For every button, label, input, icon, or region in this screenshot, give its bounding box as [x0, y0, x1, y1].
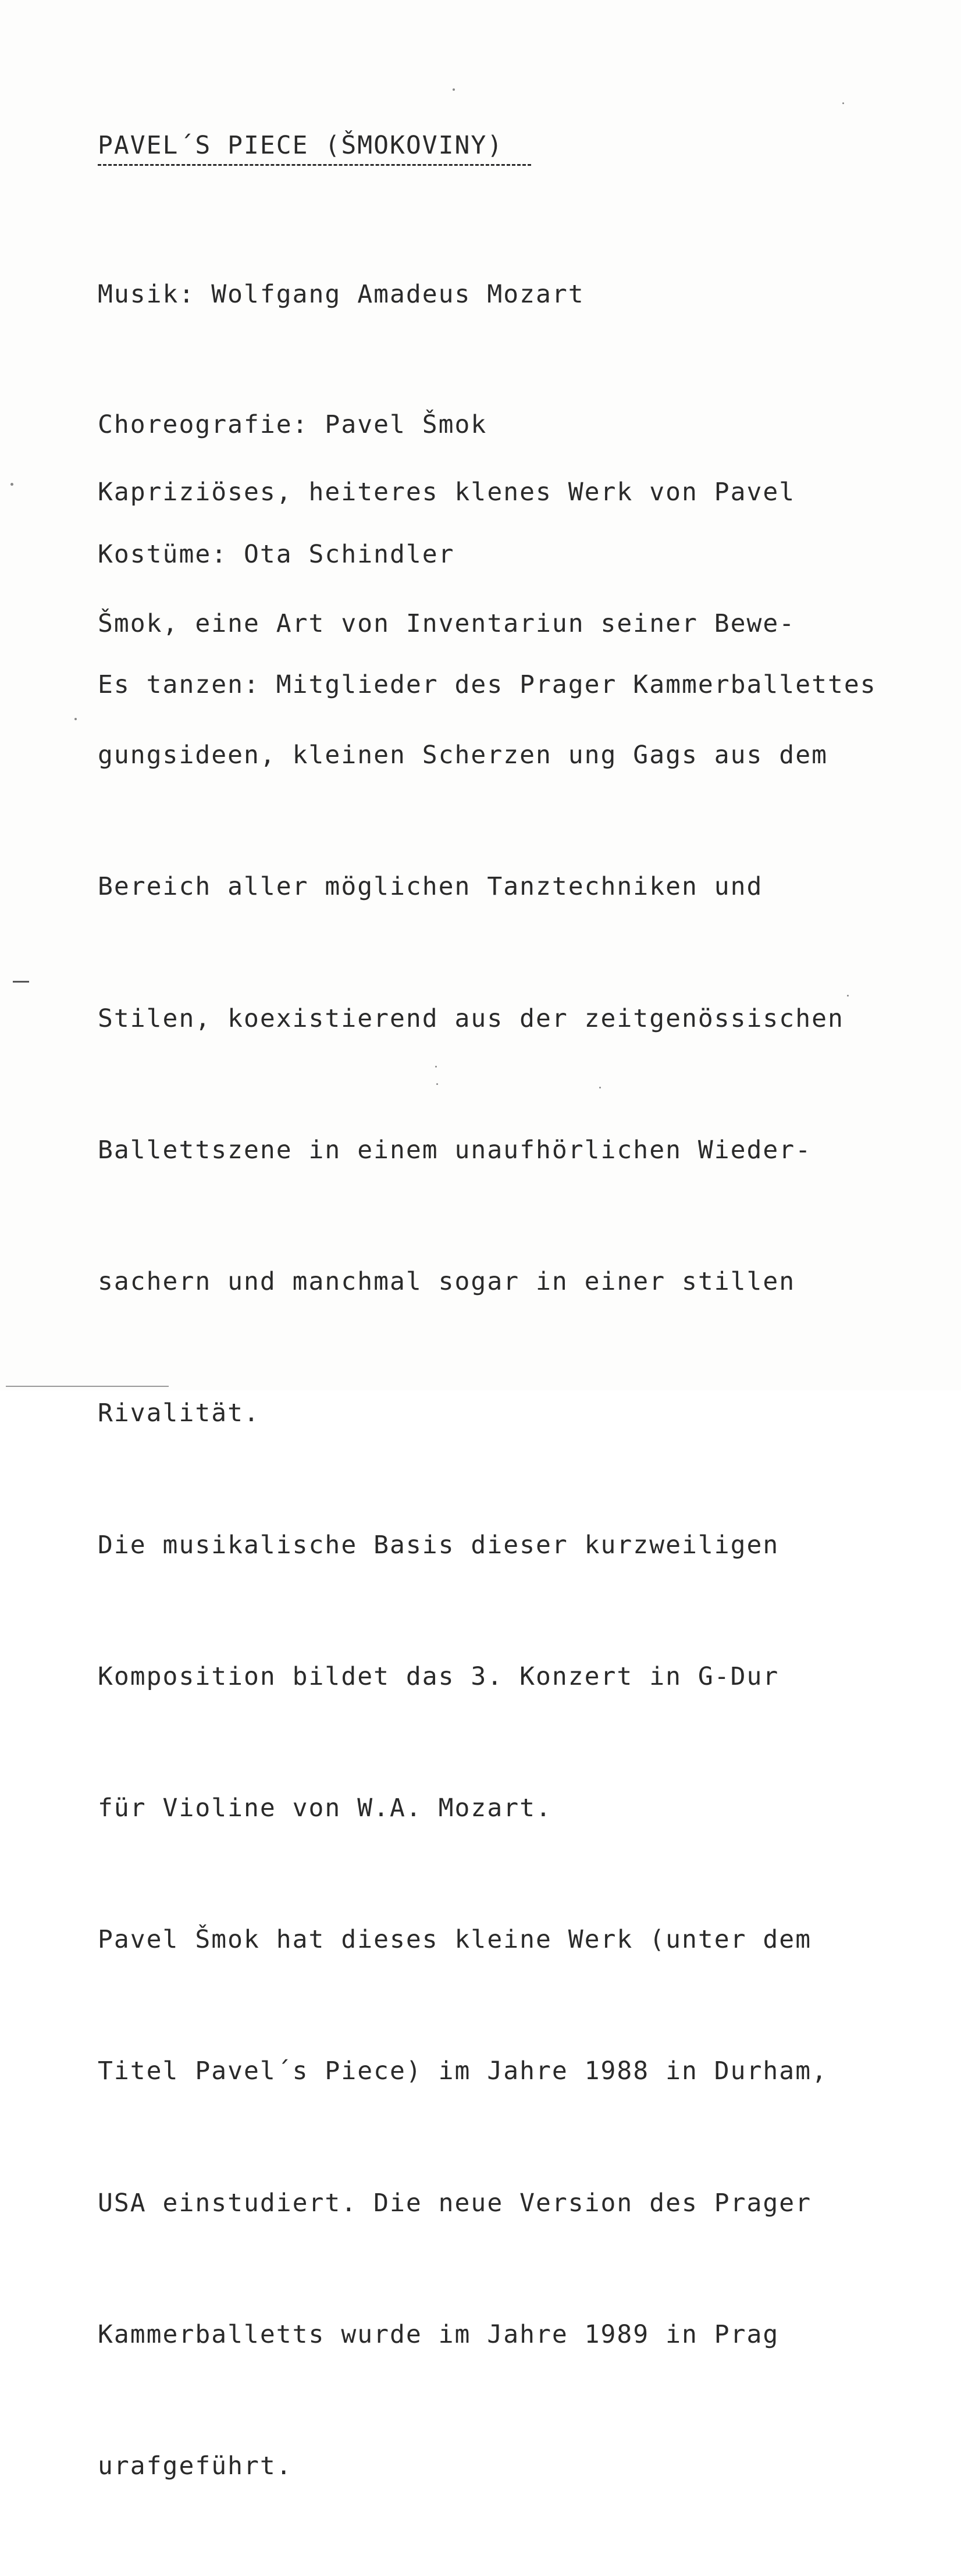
- text-line: Kammerballetts wurde im Jahre 1989 in Prag: [98, 2319, 780, 2349]
- description-text: [98, 383, 844, 2576]
- text-line: Stilen, koexistierend aus der zeitgenössischen: [98, 1004, 844, 1033]
- text-line: Kapriziöses, heiteres klenes Werk von Pavel: [98, 477, 796, 507]
- text-line: Bereich aller möglichen Tanztechniken und: [98, 872, 763, 902]
- text-line: Titel Pavel´s Piece) im Jahre 1988 in Durham,: [98, 2056, 828, 2086]
- text-line: Ballettszene in einem unaufhörlichen Wieder-: [98, 1135, 812, 1165]
- text-line: urafgeführt.: [98, 2452, 293, 2481]
- text-line: Šmok, eine Art von Inventariun seiner Bewe-: [98, 609, 796, 639]
- text-line: Pavel Šmok hat dieses kleine Werk (unter dem: [98, 1925, 812, 1955]
- typed-document: [98, 0, 947, 2481]
- credit-music: Musik: Wolfgang Amadeus Mozart: [98, 280, 585, 309]
- text-line: Komposition bildet das 3. Konzert in G-Dur: [98, 1661, 780, 1691]
- credit-choreography: Choreografie: Pavel Šmok: [98, 410, 487, 439]
- speck: [10, 483, 13, 486]
- speck: [847, 995, 849, 997]
- document-title: PAVEL´S PIECE (ŠMOKOVINY): [98, 131, 504, 160]
- text-line: für Violine von W.A. Mozart.: [98, 1794, 552, 1823]
- title-underline: [98, 164, 531, 166]
- speck: [74, 718, 77, 720]
- credit-costumes: Kostüme: Ota Schindler: [98, 540, 455, 569]
- text-line: Die musikalische Basis dieser kurzweiligen: [98, 1530, 780, 1560]
- credit-dancers: Es tanzen: Mitglieder des Prager Kammerballettes: [98, 670, 877, 699]
- text-line: USA einstudiert. Die neue Version des Prager: [98, 2188, 812, 2218]
- edge-mark: [13, 981, 29, 983]
- text-line: gungsideen, kleinen Scherzen ung Gags aus dem: [98, 741, 828, 770]
- text-line: Rivalität.: [98, 1399, 260, 1428]
- text-line: sachern und manchmal sogar in einer stillen: [98, 1267, 796, 1297]
